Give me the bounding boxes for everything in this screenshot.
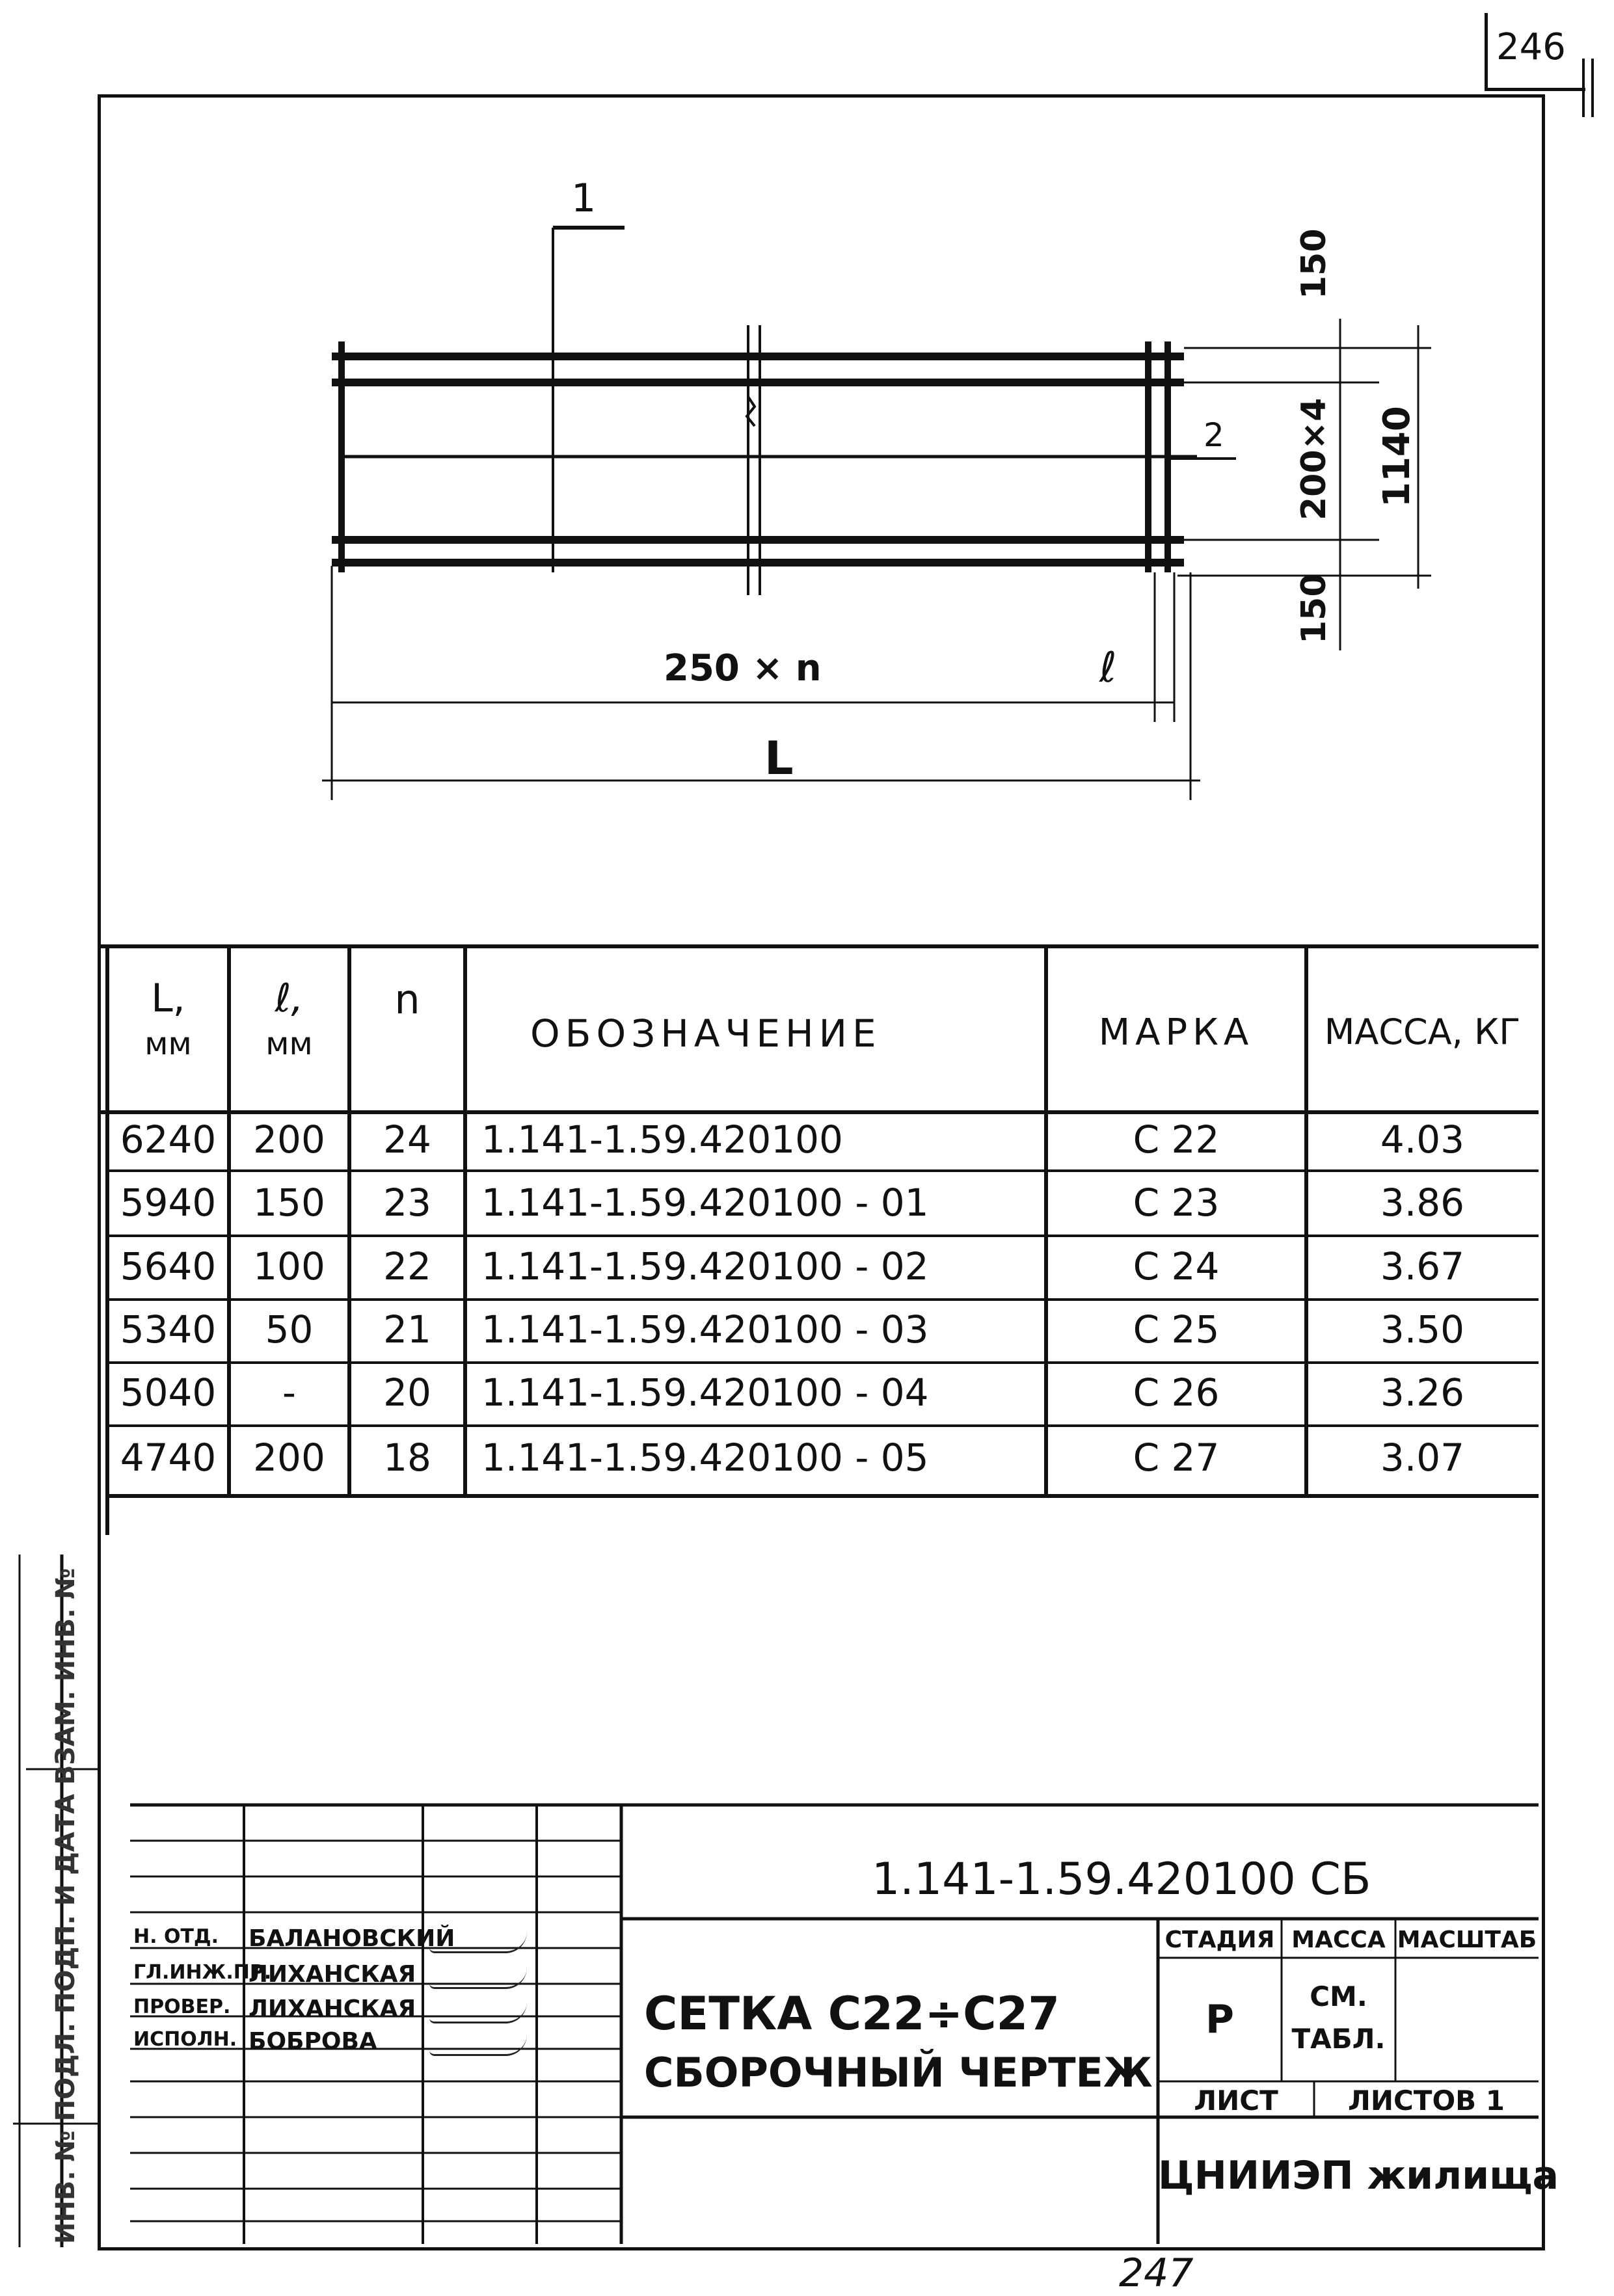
organization: ЦНИИЭП жилища (1158, 2153, 1559, 2198)
cell-designation: 1.141-1.59.420100 - 04 (481, 1370, 929, 1415)
signature-role: ГЛ.ИНЖ.ПР. (133, 1961, 272, 1984)
dim-l: ℓ (1099, 644, 1117, 692)
page-number-top: 246 (1496, 26, 1566, 68)
page-number-bottom: 247 (1119, 2250, 1194, 2296)
title-line-2: СБОРОЧНЫЙ ЧЕРТЕЖ (644, 2049, 1153, 2096)
col-header-L-unit: мм (144, 1026, 192, 1062)
cell-L: 6240 (120, 1117, 217, 1162)
cell-mass: 4.03 (1380, 1117, 1465, 1162)
cell-n: 22 (383, 1244, 431, 1288)
handwritten-signature (429, 1968, 527, 1989)
stage-label: СТАДИЯ (1164, 1927, 1275, 1953)
dim-length: L (764, 732, 794, 785)
cell-mass: 3.50 (1380, 1307, 1465, 1352)
handwritten-signature (429, 1932, 527, 1953)
section-label: 1 (571, 176, 597, 221)
cell-l: 200 (253, 1117, 325, 1162)
scale-label: МАСШТАБ (1397, 1927, 1537, 1953)
signature-name: БАЛАНОВСКИЙ (249, 1925, 455, 1952)
signature-role: ИСПОЛН. (133, 2028, 237, 2051)
side-stamp: ИНВ. № ПОДЛ. ПОДП. И ДАТА ВЗАМ. ИНВ. № (51, 1568, 81, 2244)
cell-l: 100 (253, 1244, 325, 1288)
stage-value: Р (1205, 1997, 1234, 2042)
signature-name: ЛИХАНСКАЯ (249, 1961, 416, 1988)
sheets-label: ЛИСТОВ 1 (1347, 2085, 1505, 2116)
cell-designation: 1.141-1.59.420100 - 01 (481, 1181, 929, 1225)
signature-role: Н. ОТД. (133, 1925, 219, 1948)
col-header-designation: ОБОЗНАЧЕНИЕ (530, 1011, 881, 1056)
cell-mass: 3.86 (1380, 1181, 1465, 1225)
cell-n: 20 (383, 1370, 431, 1415)
cell-mark: С 27 (1133, 1435, 1220, 1480)
cell-designation: 1.141-1.59.420100 (481, 1117, 843, 1162)
handwritten-signature (429, 2035, 527, 2056)
dim-bottom: 150 (1295, 573, 1334, 644)
dim-step: 250 × n (664, 647, 822, 689)
cell-L: 5640 (120, 1244, 217, 1288)
mass-value-2: ТАБЛ. (1291, 2023, 1386, 2055)
title-line-1: СЕТКА С22÷С27 (644, 1987, 1060, 2040)
dim-total: 1140 (1376, 406, 1418, 507)
handwritten-signature (429, 2002, 527, 2023)
cell-L: 4740 (120, 1435, 217, 1480)
cell-designation: 1.141-1.59.420100 - 02 (481, 1244, 929, 1288)
cell-l: 200 (253, 1435, 325, 1480)
cell-mark: С 23 (1133, 1181, 1220, 1225)
cell-l: 50 (265, 1307, 314, 1352)
cell-mass: 3.26 (1380, 1370, 1465, 1415)
col-header-mark: МАРКА (1098, 1011, 1254, 1054)
cell-mark: С 26 (1133, 1370, 1220, 1415)
cell-L: 5340 (120, 1307, 217, 1352)
dim-middle: 200×4 (1295, 397, 1334, 520)
bar-label: 2 (1204, 416, 1224, 454)
cell-mark: С 24 (1133, 1244, 1220, 1288)
cell-n: 23 (383, 1181, 431, 1225)
cell-mark: С 22 (1133, 1117, 1220, 1162)
col-header-l-unit: мм (265, 1026, 313, 1062)
signature-name: БОБРОВА (249, 2028, 377, 2055)
cell-n: 21 (383, 1307, 431, 1352)
mass-label: МАССА (1291, 1927, 1386, 1953)
col-header-l-label: ℓ, (275, 976, 304, 1021)
col-header-n: n (394, 976, 420, 1023)
cell-mass: 3.07 (1380, 1435, 1465, 1480)
col-header-L-label: L, (151, 976, 185, 1021)
cell-designation: 1.141-1.59.420100 - 03 (481, 1307, 929, 1352)
cell-l: 150 (253, 1181, 325, 1225)
cell-L: 5040 (120, 1370, 217, 1415)
signature-role: ПРОВЕР. (133, 1996, 231, 2018)
cell-designation: 1.141-1.59.420100 - 05 (481, 1435, 929, 1480)
cell-n: 24 (383, 1117, 431, 1162)
mass-value-1: СМ. (1310, 1981, 1367, 2012)
document-code: 1.141-1.59.420100 СБ (872, 1854, 1371, 1905)
cell-n: 18 (383, 1435, 431, 1480)
cell-mark: С 25 (1133, 1307, 1220, 1352)
cell-l: - (282, 1370, 296, 1415)
col-header-mass: МАССА, КГ (1324, 1011, 1521, 1052)
cell-mass: 3.67 (1380, 1244, 1465, 1288)
cell-L: 5940 (120, 1181, 217, 1225)
signature-name: ЛИХАНСКАЯ (249, 1996, 416, 2022)
dim-top: 150 (1295, 228, 1334, 299)
sheet-label: ЛИСТ (1194, 2085, 1278, 2116)
